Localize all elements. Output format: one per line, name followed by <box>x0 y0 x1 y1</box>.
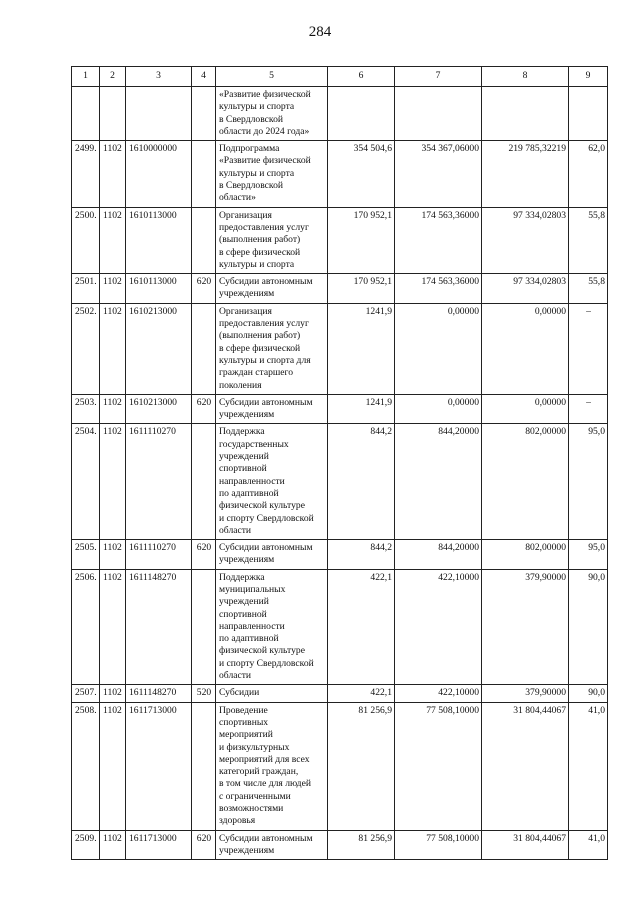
expense-type-code: 520 <box>192 685 216 702</box>
expense-type-code <box>192 702 216 830</box>
specified-amount: 0,00000 <box>395 394 482 424</box>
planned-amount: 844,2 <box>328 424 395 540</box>
column-header: 2 <box>100 67 126 87</box>
planned-amount: 81 256,9 <box>328 702 395 830</box>
specified-amount: 77 508,10000 <box>395 702 482 830</box>
table-row <box>72 830 608 860</box>
execution-percent: 95,0 <box>569 424 608 540</box>
planned-amount: 1241,9 <box>328 394 395 424</box>
executed-amount: 0,00000 <box>482 303 569 394</box>
target-article-code: 1610213000 <box>126 394 192 424</box>
specified-amount: 354 367,06000 <box>395 141 482 207</box>
section-code: 1102 <box>100 141 126 207</box>
row-number: 2509. <box>72 830 100 860</box>
table-row <box>72 424 608 540</box>
item-name: Поддержка государственных учреждений спортивной направленности по адаптивной физической культуре и спорту Свердловской области <box>216 424 328 540</box>
expense-type-code <box>192 424 216 540</box>
target-article-code: 1611110270 <box>126 424 192 540</box>
item-name: «Развитие физической культуры и спорта в Свердловской области до 2024 года» <box>216 87 328 141</box>
target-article-code: 1611148270 <box>126 569 192 685</box>
table-row <box>72 569 608 685</box>
row-number <box>72 87 100 141</box>
section-code: 1102 <box>100 569 126 685</box>
planned-amount: 422,1 <box>328 569 395 685</box>
target-article-code: 1610113000 <box>126 274 192 304</box>
row-number: 2508. <box>72 702 100 830</box>
row-number: 2505. <box>72 540 100 570</box>
item-name: Подпрограмма «Развитие физической культуры и спорта в Свердловской области» <box>216 141 328 207</box>
table-row <box>72 394 608 424</box>
execution-percent: 90,0 <box>569 685 608 702</box>
item-name: Субсидии автономным учреждениям <box>216 274 328 304</box>
execution-percent: 55,8 <box>569 207 608 273</box>
executed-amount: 0,00000 <box>482 394 569 424</box>
expense-type-code <box>192 141 216 207</box>
section-code: 1102 <box>100 303 126 394</box>
item-name: Субсидии автономным учреждениям <box>216 394 328 424</box>
column-header: 6 <box>328 67 395 87</box>
planned-amount: 1241,9 <box>328 303 395 394</box>
execution-percent: 95,0 <box>569 540 608 570</box>
column-header: 9 <box>569 67 608 87</box>
item-name: Субсидии автономным учреждениям <box>216 830 328 860</box>
item-name: Проведение спортивных мероприятий и физкультурных мероприятий для всех категорий граждан, в том числе для людей с ограниченными возможностями здоровья <box>216 702 328 830</box>
item-name: Организация предоставления услуг (выполнения работ) в сфере физической культуры и спорта для граждан старшего поколения <box>216 303 328 394</box>
specified-amount: 77 508,10000 <box>395 830 482 860</box>
executed-amount: 97 334,02803 <box>482 274 569 304</box>
section-code: 1102 <box>100 685 126 702</box>
item-name: Организация предоставления услуг (выполнения работ) в сфере физической культуры и спорта <box>216 207 328 273</box>
table-row <box>72 702 608 830</box>
executed-amount: 802,00000 <box>482 424 569 540</box>
table-row <box>72 540 608 570</box>
table-row <box>72 685 608 702</box>
planned-amount: 170 952,1 <box>328 207 395 273</box>
expense-type-code <box>192 569 216 685</box>
section-code: 1102 <box>100 394 126 424</box>
executed-amount: 97 334,02803 <box>482 207 569 273</box>
planned-amount: 844,2 <box>328 540 395 570</box>
execution-percent: 62,0 <box>569 141 608 207</box>
table-header-row <box>72 67 608 87</box>
planned-amount <box>328 87 395 141</box>
table-row <box>72 141 608 207</box>
expense-type-code: 620 <box>192 274 216 304</box>
table-row <box>72 207 608 273</box>
target-article-code <box>126 87 192 141</box>
execution-percent: – <box>569 394 608 424</box>
target-article-code: 1611713000 <box>126 830 192 860</box>
planned-amount: 422,1 <box>328 685 395 702</box>
target-article-code: 1610000000 <box>126 141 192 207</box>
section-code: 1102 <box>100 274 126 304</box>
table-row <box>72 87 608 141</box>
row-number: 2502. <box>72 303 100 394</box>
expense-type-code: 620 <box>192 830 216 860</box>
row-number: 2500. <box>72 207 100 273</box>
executed-amount: 31 804,44067 <box>482 830 569 860</box>
section-code: 1102 <box>100 540 126 570</box>
column-header: 3 <box>126 67 192 87</box>
item-name: Субсидии <box>216 685 328 702</box>
planned-amount: 81 256,9 <box>328 830 395 860</box>
row-number: 2499. <box>72 141 100 207</box>
target-article-code: 1610213000 <box>126 303 192 394</box>
section-code <box>100 87 126 141</box>
expense-type-code: 620 <box>192 540 216 570</box>
execution-percent <box>569 87 608 141</box>
item-name: Поддержка муниципальных учреждений спортивной направленности по адаптивной физической культуре и спорту Свердловской области <box>216 569 328 685</box>
column-header: 8 <box>482 67 569 87</box>
column-header: 7 <box>395 67 482 87</box>
item-name: Субсидии автономным учреждениям <box>216 540 328 570</box>
executed-amount: 379,90000 <box>482 569 569 685</box>
target-article-code: 1611148270 <box>126 685 192 702</box>
planned-amount: 170 952,1 <box>328 274 395 304</box>
specified-amount: 844,20000 <box>395 540 482 570</box>
table-row <box>72 274 608 304</box>
expense-type-code <box>192 303 216 394</box>
executed-amount: 802,00000 <box>482 540 569 570</box>
expense-type-code: 620 <box>192 394 216 424</box>
expense-type-code <box>192 207 216 273</box>
section-code: 1102 <box>100 424 126 540</box>
row-number: 2507. <box>72 685 100 702</box>
target-article-code: 1611110270 <box>126 540 192 570</box>
budget-table <box>71 66 608 860</box>
specified-amount: 422,10000 <box>395 569 482 685</box>
executed-amount: 31 804,44067 <box>482 702 569 830</box>
specified-amount: 0,00000 <box>395 303 482 394</box>
row-number: 2504. <box>72 424 100 540</box>
expense-type-code <box>192 87 216 141</box>
specified-amount: 174 563,36000 <box>395 274 482 304</box>
section-code: 1102 <box>100 830 126 860</box>
execution-percent: 90,0 <box>569 569 608 685</box>
target-article-code: 1610113000 <box>126 207 192 273</box>
section-code: 1102 <box>100 207 126 273</box>
specified-amount: 174 563,36000 <box>395 207 482 273</box>
execution-percent: 55,8 <box>569 274 608 304</box>
execution-percent: – <box>569 303 608 394</box>
executed-amount <box>482 87 569 141</box>
target-article-code: 1611713000 <box>126 702 192 830</box>
row-number: 2503. <box>72 394 100 424</box>
execution-percent: 41,0 <box>569 830 608 860</box>
column-header: 5 <box>216 67 328 87</box>
execution-percent: 41,0 <box>569 702 608 830</box>
specified-amount <box>395 87 482 141</box>
executed-amount: 219 785,32219 <box>482 141 569 207</box>
page-number: 284 <box>308 24 332 40</box>
section-code: 1102 <box>100 702 126 830</box>
specified-amount: 844,20000 <box>395 424 482 540</box>
column-header: 1 <box>72 67 100 87</box>
row-number: 2506. <box>72 569 100 685</box>
column-header: 4 <box>192 67 216 87</box>
row-number: 2501. <box>72 274 100 304</box>
planned-amount: 354 504,6 <box>328 141 395 207</box>
executed-amount: 379,90000 <box>482 685 569 702</box>
specified-amount: 422,10000 <box>395 685 482 702</box>
table-row <box>72 303 608 394</box>
